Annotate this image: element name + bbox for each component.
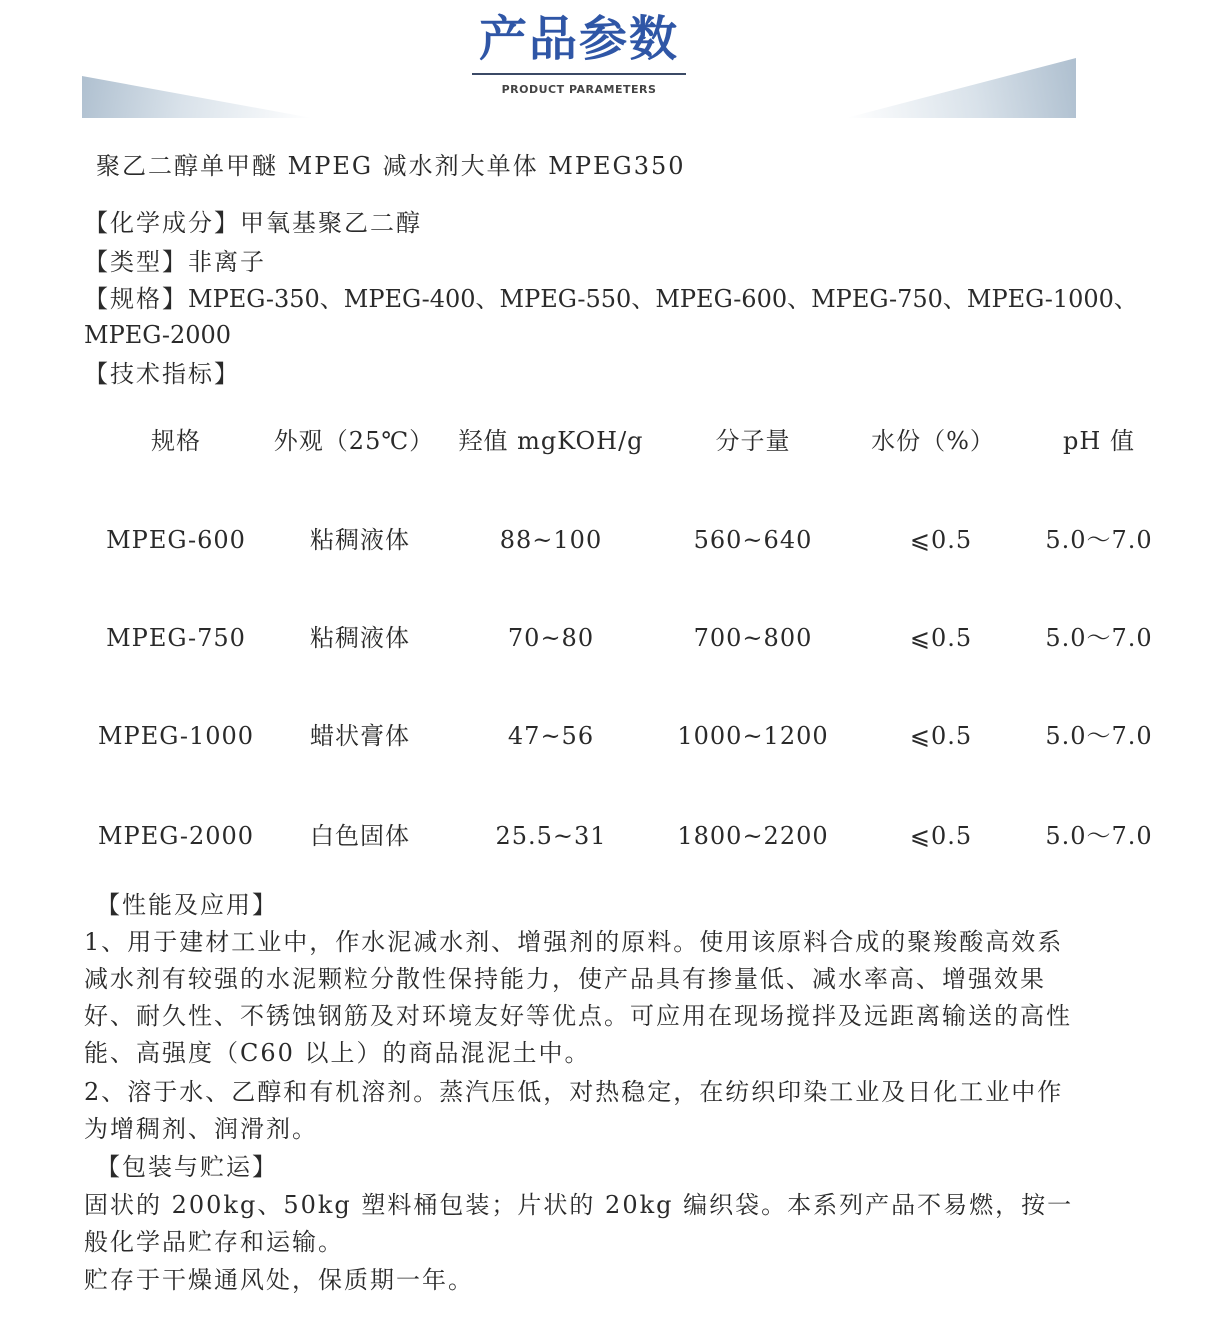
cell-ph: 5.0～7.0 bbox=[1045, 822, 1153, 850]
performance-heading: 【性能及应用】 bbox=[96, 891, 278, 919]
cell-ph: 5.0～7.0 bbox=[1045, 526, 1153, 554]
cell-moisture: ⩽0.5 bbox=[909, 624, 973, 652]
cell-spec: MPEG-2000 bbox=[97, 822, 255, 850]
cell-hydroxyl-value: 25.5~31 bbox=[495, 822, 607, 850]
cell-molecular-weight: 560~640 bbox=[693, 526, 813, 554]
technical-indicators-heading: 【技术指标】 bbox=[84, 360, 240, 388]
header-spec: 规格 bbox=[151, 427, 201, 455]
cell-hydroxyl-value: 88~100 bbox=[499, 526, 603, 554]
cell-hydroxyl-value: 70~80 bbox=[507, 624, 595, 652]
product-title: 聚乙二醇单甲醚 MPEG 减水剂大单体 MPEG350 bbox=[96, 152, 686, 180]
packaging-paragraph-1: 固状的 200kg、50kg 塑料桶包装；片状的 20kg 编织袋。本系列产品不易燃，按一般化学品贮存和运输。 bbox=[84, 1191, 1074, 1256]
header-molecular-weight: 分子量 bbox=[715, 427, 791, 455]
cell-hydroxyl-value: 47~56 bbox=[507, 722, 595, 750]
cell-appearance: 蜡状膏体 bbox=[310, 722, 410, 750]
packaging-heading: 【包装与贮运】 bbox=[96, 1153, 278, 1181]
cell-appearance: 粘稠液体 bbox=[310, 624, 410, 652]
cell-molecular-weight: 1800~2200 bbox=[677, 822, 829, 850]
header-banner bbox=[82, 0, 1076, 118]
cell-molecular-weight: 700~800 bbox=[693, 624, 813, 652]
cell-spec: MPEG-750 bbox=[106, 624, 246, 652]
packaging-paragraph-2: 贮存于干燥通风处，保质期一年。 bbox=[84, 1266, 474, 1294]
cell-spec: MPEG-1000 bbox=[97, 722, 255, 750]
banner-title: 产品参数 bbox=[478, 11, 679, 67]
specifications-list-continued: MPEG-2000 bbox=[84, 321, 232, 349]
header-moisture: 水份（%） bbox=[871, 427, 995, 455]
banner-subtitle: PRODUCT PARAMETERS bbox=[501, 83, 657, 96]
specifications-label: 【规格】 bbox=[84, 285, 188, 313]
cell-appearance: 白色固体 bbox=[310, 822, 410, 850]
header-ph: pH 值 bbox=[1063, 427, 1135, 455]
cell-spec: MPEG-600 bbox=[106, 526, 246, 554]
cell-moisture: ⩽0.5 bbox=[909, 722, 973, 750]
header-hydroxyl-value: 羟值 mgKOH/g bbox=[458, 427, 644, 455]
cell-molecular-weight: 1000~1200 bbox=[677, 722, 829, 750]
banner-divider bbox=[472, 73, 686, 75]
cell-moisture: ⩽0.5 bbox=[909, 822, 973, 850]
cell-ph: 5.0～7.0 bbox=[1045, 722, 1153, 750]
product-type bbox=[84, 244, 266, 280]
specifications-list: MPEG-350、MPEG-400、MPEG-550、MPEG-600、MPEG-750、MPEG-1000、 bbox=[188, 285, 1138, 313]
chemical-composition bbox=[84, 205, 422, 241]
performance-paragraph-1: 1、用于建材工业中，作水泥减水剂、增强剂的原料。使用该原料合成的聚羧酸高效系减水剂有较强的水泥颗粒分散性保持能力，使产品具有掺量低、减水率高、增强效果好、耐久性、不锈蚀钢筋及对环境友好等优点。可应用在现场搅拌及远距离输送的高性能、高强度（C60 以上）的商品混泥土中。 bbox=[84, 928, 1072, 1067]
chemical-composition-label: 【化学成分】 bbox=[84, 209, 240, 237]
header-appearance: 外观（25℃） bbox=[273, 427, 435, 455]
cell-moisture: ⩽0.5 bbox=[909, 526, 973, 554]
chemical-composition-value: 甲氧基聚乙二醇 bbox=[240, 209, 422, 237]
specifications bbox=[84, 281, 1138, 317]
cell-appearance: 粘稠液体 bbox=[310, 526, 410, 554]
cell-ph: 5.0～7.0 bbox=[1045, 624, 1153, 652]
product-type-value: 非离子 bbox=[188, 248, 266, 276]
product-type-label: 【类型】 bbox=[84, 248, 188, 276]
performance-paragraph-2: 2、溶于水、乙醇和有机溶剂。蒸汽压低，对热稳定，在纺织印染工业及日化工业中作为增稠剂、润滑剂。 bbox=[84, 1078, 1064, 1143]
